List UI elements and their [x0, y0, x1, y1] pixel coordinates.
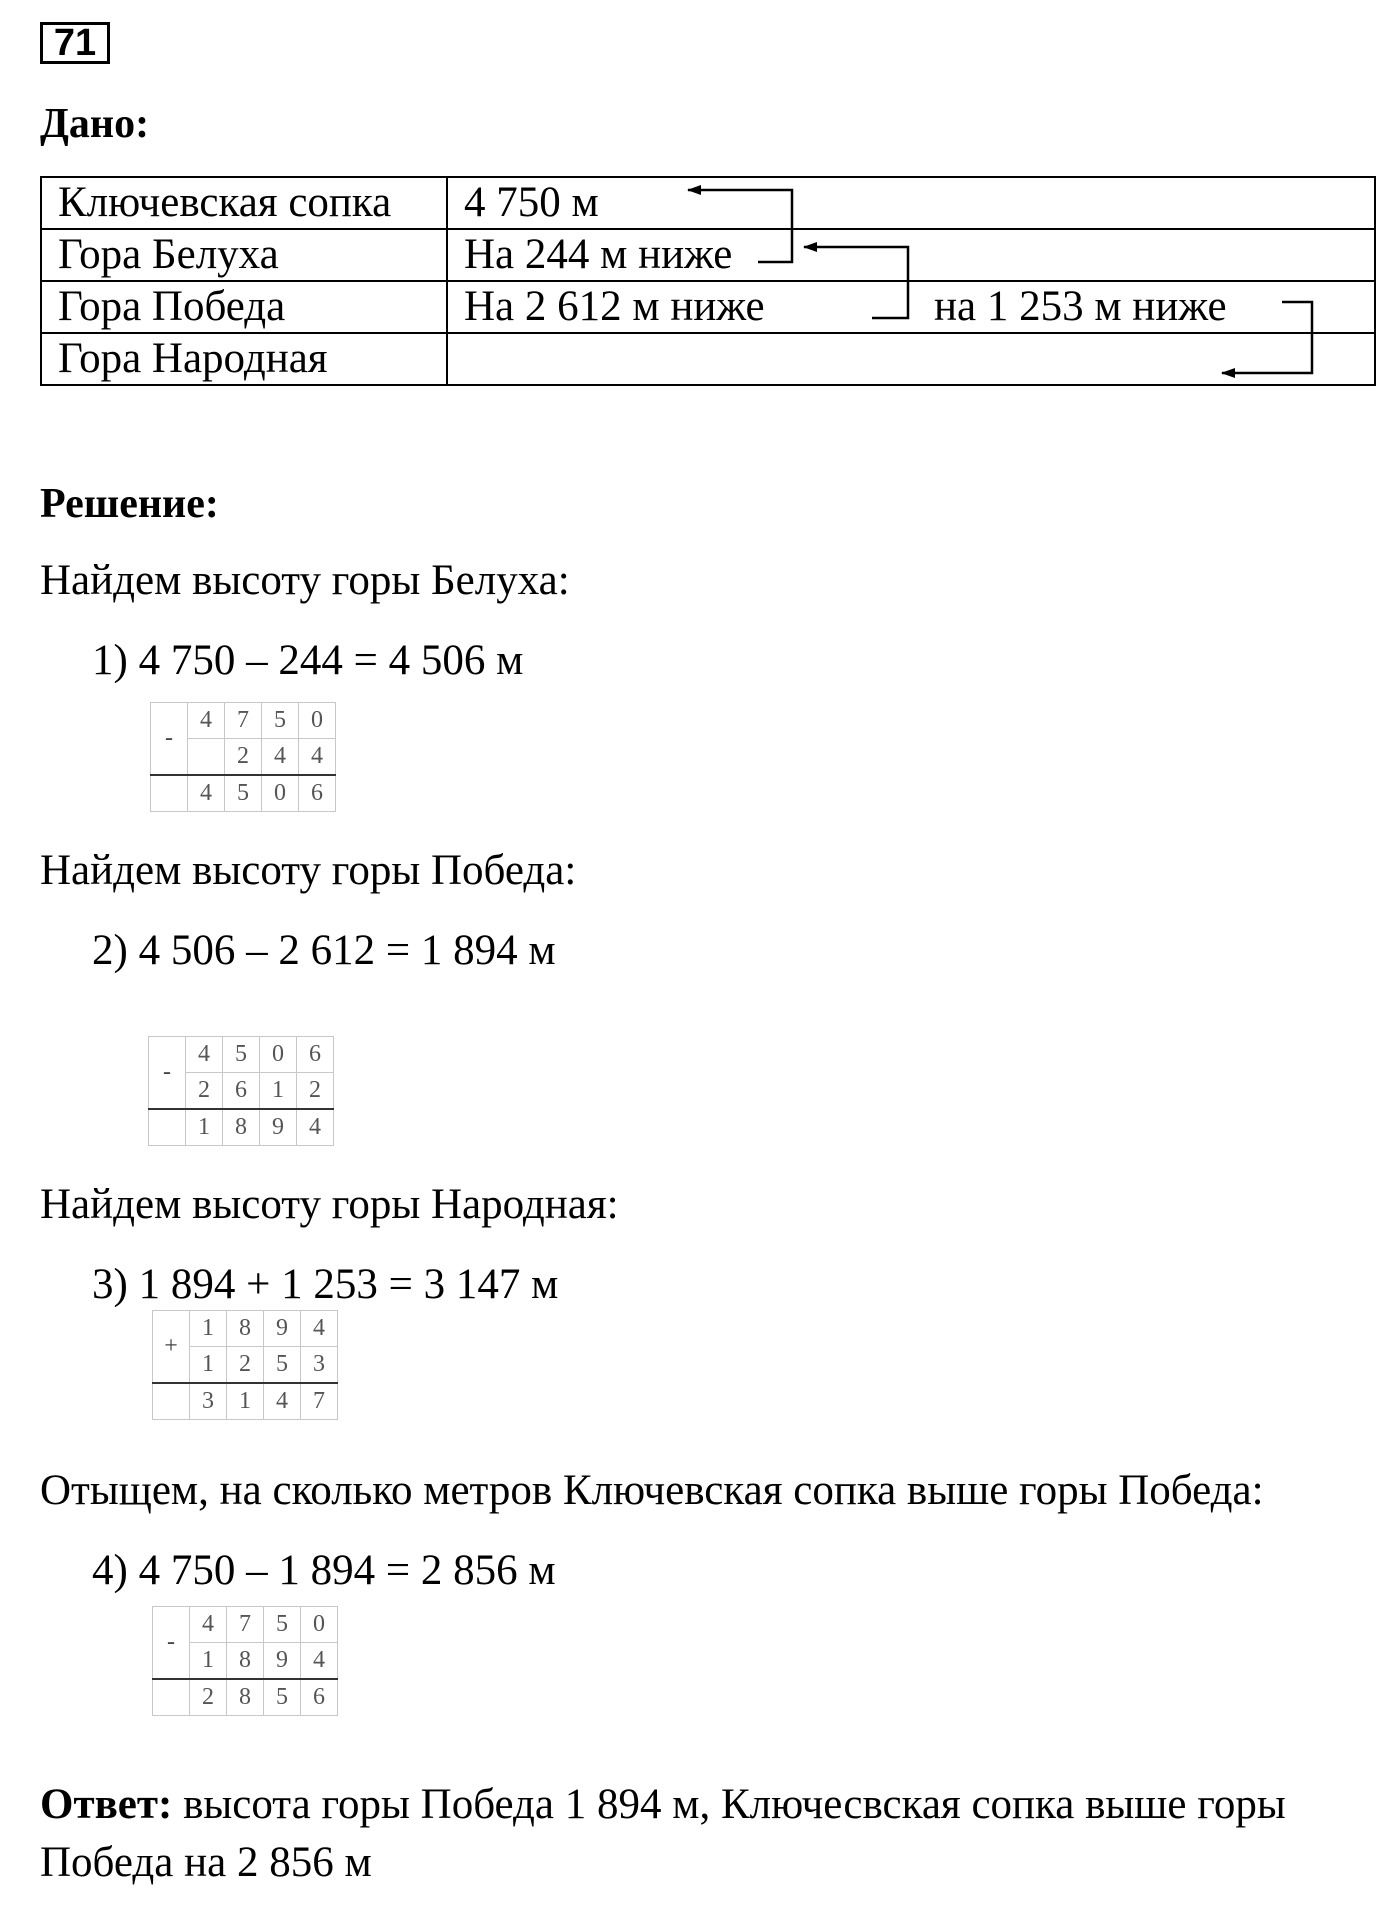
given-row	[41, 333, 1375, 385]
digit	[188, 739, 225, 776]
digit: 2	[227, 1347, 264, 1384]
digit: 5	[264, 1679, 301, 1716]
digit: 4	[264, 1383, 301, 1420]
step-equation: 3) 1 894 + 1 253 = 3 147 м	[92, 1261, 559, 1308]
digit: 8	[223, 1109, 260, 1146]
digit: 9	[264, 1311, 301, 1347]
digit: 2	[297, 1073, 334, 1110]
digit: 4	[301, 1311, 338, 1347]
digit: 0	[301, 1607, 338, 1643]
digit: 1	[190, 1643, 227, 1680]
step-text: Отыщем, на сколько метров Ключевская сопка выше горы Победа:	[40, 1467, 1264, 1514]
given-row	[41, 281, 1375, 333]
operator-sign: -	[151, 703, 188, 776]
digit: 7	[227, 1607, 264, 1643]
step-text: Найдем высоту горы Победа:	[40, 847, 577, 894]
answer-text: высота горы Победа 1 894 м, Ключесвская сопка выше горы	[183, 1781, 1286, 1828]
empty-cell	[149, 1109, 186, 1146]
digit: 0	[299, 703, 336, 739]
digit: 4	[186, 1037, 223, 1073]
answer-line-2: Победа на 2 856 м	[40, 1839, 372, 1886]
digit: 6	[297, 1037, 334, 1073]
column-calculation	[152, 1606, 338, 1716]
step-text: Найдем высоту горы Народная:	[40, 1181, 619, 1228]
digit: 4	[301, 1643, 338, 1680]
digit: 8	[227, 1311, 264, 1347]
mountain-height	[447, 333, 1375, 385]
digit: 0	[262, 775, 299, 812]
mountain-name: Гора Победа	[41, 281, 447, 333]
digit: 1	[190, 1347, 227, 1384]
step-equation: 4) 4 750 – 1 894 = 2 856 м	[92, 1547, 556, 1594]
given-heading: Дано:	[40, 101, 150, 147]
step-equation: 1) 4 750 – 244 = 4 506 м	[92, 637, 524, 684]
empty-cell	[151, 775, 188, 812]
given-table	[40, 176, 1376, 386]
mountain-name: Гора Белуха	[41, 229, 447, 281]
column-calculation	[150, 702, 336, 812]
digit: 1	[227, 1383, 264, 1420]
digit: 2	[225, 739, 262, 776]
mountain-height-value: На 2 612 м ниже	[464, 283, 765, 330]
digit: 6	[301, 1679, 338, 1716]
digit: 5	[225, 775, 262, 812]
digit: 9	[264, 1643, 301, 1680]
digit: 5	[262, 703, 299, 739]
digit: 3	[301, 1347, 338, 1384]
mountain-height: 4 750 м	[447, 177, 1375, 229]
digit: 5	[264, 1607, 301, 1643]
digit: 7	[301, 1383, 338, 1420]
answer-line	[40, 1780, 1286, 1829]
digit: 5	[264, 1347, 301, 1384]
empty-cell	[153, 1383, 190, 1420]
solution-heading: Решение:	[40, 481, 219, 527]
operator-sign: -	[153, 1607, 190, 1680]
digit: 4	[262, 739, 299, 776]
column-calculation	[148, 1036, 334, 1146]
digit: 4	[188, 775, 225, 812]
digit: 9	[260, 1109, 297, 1146]
operator-sign: +	[153, 1311, 190, 1384]
task-number: 71	[40, 22, 110, 64]
step-equation: 2) 4 506 – 2 612 = 1 894 м	[92, 927, 556, 974]
digit: 2	[186, 1073, 223, 1110]
given-row	[41, 229, 1375, 281]
step-text: Найдем высоту горы Белуха:	[40, 557, 570, 604]
digit: 1	[190, 1311, 227, 1347]
mountain-name: Ключевская сопка	[41, 177, 447, 229]
mountain-height-extra: на 1 253 м ниже	[934, 283, 1227, 330]
operator-sign: -	[149, 1037, 186, 1110]
digit: 1	[186, 1109, 223, 1146]
mountain-height	[447, 281, 1375, 333]
digit: 4	[299, 739, 336, 776]
digit: 3	[190, 1383, 227, 1420]
digit: 4	[190, 1607, 227, 1643]
digit: 7	[225, 703, 262, 739]
digit: 8	[227, 1643, 264, 1680]
digit: 1	[260, 1073, 297, 1110]
empty-cell	[153, 1679, 190, 1716]
digit: 6	[299, 775, 336, 812]
answer-label: Ответ:	[40, 1781, 173, 1828]
digit: 6	[223, 1073, 260, 1110]
digit: 8	[227, 1679, 264, 1716]
given-row	[41, 177, 1375, 229]
mountain-height: На 244 м ниже	[447, 229, 1375, 281]
column-calculation	[152, 1310, 338, 1420]
digit: 0	[260, 1037, 297, 1073]
digit: 4	[297, 1109, 334, 1146]
digit: 5	[223, 1037, 260, 1073]
mountain-name: Гора Народная	[41, 333, 447, 385]
digit: 4	[188, 703, 225, 739]
digit: 2	[190, 1679, 227, 1716]
